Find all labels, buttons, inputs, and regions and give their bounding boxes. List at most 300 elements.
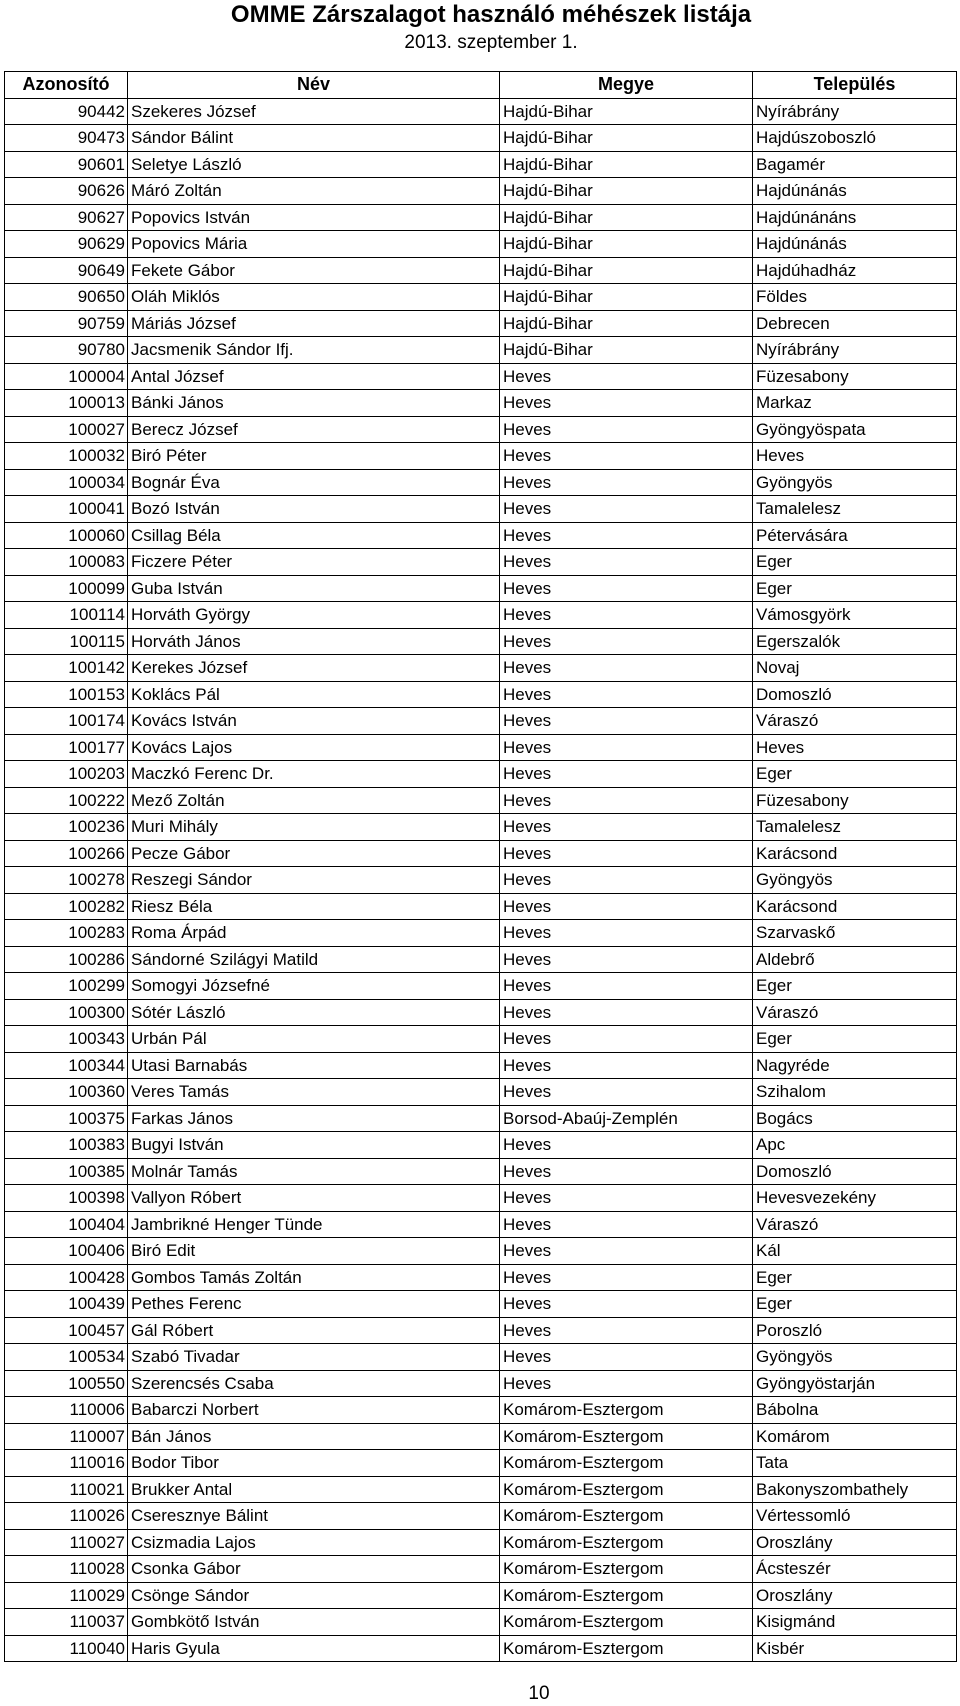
- cell-id: 100041: [5, 496, 128, 523]
- cell-name: Popovics István: [128, 204, 500, 231]
- cell-town: Apc: [753, 1132, 957, 1159]
- table-row: [5, 151, 957, 178]
- cell-id: 100300: [5, 999, 128, 1026]
- cell-town: Poroszló: [753, 1317, 957, 1344]
- cell-town: Tata: [753, 1450, 957, 1477]
- cell-id: 100286: [5, 946, 128, 973]
- cell-county: Heves: [500, 708, 753, 735]
- cell-town: Váraszó: [753, 999, 957, 1026]
- table-row: [5, 1185, 957, 1212]
- cell-county: Heves: [500, 363, 753, 390]
- cell-id: 100344: [5, 1052, 128, 1079]
- cell-town: Egerszalók: [753, 628, 957, 655]
- cell-county: Heves: [500, 628, 753, 655]
- table-row: [5, 1264, 957, 1291]
- cell-town: Hajdúnánás: [753, 231, 957, 258]
- cell-county: Heves: [500, 1079, 753, 1106]
- cell-name: Bán János: [128, 1423, 500, 1450]
- table-row: [5, 575, 957, 602]
- cell-id: 100153: [5, 681, 128, 708]
- page-title: OMME Zárszalagot használó méhészek listája: [230, 1, 752, 28]
- cell-id: 100343: [5, 1026, 128, 1053]
- cell-id: 100406: [5, 1238, 128, 1265]
- cell-id: 100099: [5, 575, 128, 602]
- cell-id: 100083: [5, 549, 128, 576]
- cell-id: 90650: [5, 284, 128, 311]
- cell-name: Biró Edit: [128, 1238, 500, 1265]
- column-header-county: Megye: [500, 72, 753, 99]
- cell-name: Roma Árpád: [128, 920, 500, 947]
- table-row: [5, 231, 957, 258]
- cell-name: Fekete Gábor: [128, 257, 500, 284]
- table-row: [5, 1556, 957, 1583]
- table-row: [5, 204, 957, 231]
- table-row: [5, 1132, 957, 1159]
- cell-name: Reszegi Sándor: [128, 867, 500, 894]
- cell-id: 100203: [5, 761, 128, 788]
- cell-county: Heves: [500, 443, 753, 470]
- page-number: 10: [528, 1683, 550, 1704]
- table-row: [5, 708, 957, 735]
- cell-town: Bagamér: [753, 151, 957, 178]
- cell-name: Popovics Mária: [128, 231, 500, 258]
- table-body: [5, 98, 957, 1662]
- cell-county: Hajdú-Bihar: [500, 337, 753, 364]
- cell-town: Domoszló: [753, 681, 957, 708]
- cell-county: Hajdú-Bihar: [500, 204, 753, 231]
- table-row: [5, 284, 957, 311]
- cell-town: Eger: [753, 1026, 957, 1053]
- cell-id: 110040: [5, 1635, 128, 1662]
- cell-name: Biró Péter: [128, 443, 500, 470]
- cell-id: 100534: [5, 1344, 128, 1371]
- cell-name: Bugyi István: [128, 1132, 500, 1159]
- table-row: [5, 98, 957, 125]
- cell-county: Heves: [500, 1158, 753, 1185]
- table-row: [5, 1609, 957, 1636]
- table-row: [5, 867, 957, 894]
- cell-county: Heves: [500, 920, 753, 947]
- cell-id: 110006: [5, 1397, 128, 1424]
- cell-town: Nyírábrány: [753, 337, 957, 364]
- cell-county: Heves: [500, 1291, 753, 1318]
- cell-county: Hajdú-Bihar: [500, 257, 753, 284]
- cell-county: Hajdú-Bihar: [500, 151, 753, 178]
- cell-county: Hajdú-Bihar: [500, 178, 753, 205]
- cell-id: 100034: [5, 469, 128, 496]
- table-row: [5, 1370, 957, 1397]
- cell-town: Vértessomló: [753, 1503, 957, 1530]
- table-row: [5, 1423, 957, 1450]
- cell-county: Heves: [500, 973, 753, 1000]
- cell-name: Csillag Béla: [128, 522, 500, 549]
- cell-town: Karácsond: [753, 840, 957, 867]
- cell-name: Sótér László: [128, 999, 500, 1026]
- table-row: [5, 973, 957, 1000]
- cell-town: Eger: [753, 973, 957, 1000]
- cell-name: Csonka Gábor: [128, 1556, 500, 1583]
- cell-town: Heves: [753, 734, 957, 761]
- table-row: [5, 840, 957, 867]
- column-header-town: Település: [753, 72, 957, 99]
- cell-town: Eger: [753, 761, 957, 788]
- cell-town: Szihalom: [753, 1079, 957, 1106]
- table-row: [5, 125, 957, 152]
- cell-id: 90442: [5, 98, 128, 125]
- cell-county: Heves: [500, 1317, 753, 1344]
- cell-id: 110021: [5, 1476, 128, 1503]
- cell-name: Jacsmenik Sándor Ifj.: [128, 337, 500, 364]
- cell-town: Pétervására: [753, 522, 957, 549]
- table-row: [5, 310, 957, 337]
- table-row: [5, 814, 957, 841]
- cell-county: Heves: [500, 390, 753, 417]
- cell-town: Ácsteszér: [753, 1556, 957, 1583]
- cell-county: Heves: [500, 1026, 753, 1053]
- column-header-id: Azonosító: [5, 72, 128, 99]
- table-row: [5, 1291, 957, 1318]
- cell-id: 100282: [5, 893, 128, 920]
- table-row: [5, 893, 957, 920]
- cell-id: 100114: [5, 602, 128, 629]
- cell-name: Máriás József: [128, 310, 500, 337]
- cell-county: Heves: [500, 1132, 753, 1159]
- cell-name: Csönge Sándor: [128, 1582, 500, 1609]
- cell-town: Kál: [753, 1238, 957, 1265]
- cell-county: Heves: [500, 734, 753, 761]
- cell-county: Heves: [500, 522, 753, 549]
- table-row: [5, 1635, 957, 1662]
- table-row: [5, 337, 957, 364]
- table-row: [5, 522, 957, 549]
- cell-name: Szerencsés Csaba: [128, 1370, 500, 1397]
- cell-name: Kerekes József: [128, 655, 500, 682]
- cell-town: Komárom: [753, 1423, 957, 1450]
- cell-id: 100360: [5, 1079, 128, 1106]
- cell-id: 100375: [5, 1105, 128, 1132]
- table-row: [5, 1450, 957, 1477]
- cell-id: 100177: [5, 734, 128, 761]
- cell-name: Ficzere Péter: [128, 549, 500, 576]
- table-row: [5, 363, 957, 390]
- table-row: [5, 681, 957, 708]
- cell-name: Riesz Béla: [128, 893, 500, 920]
- cell-name: Molnár Tamás: [128, 1158, 500, 1185]
- cell-county: Heves: [500, 549, 753, 576]
- cell-county: Komárom-Esztergom: [500, 1582, 753, 1609]
- cell-county: Heves: [500, 814, 753, 841]
- cell-name: Máró Zoltán: [128, 178, 500, 205]
- cell-name: Bozó István: [128, 496, 500, 523]
- table-row: [5, 257, 957, 284]
- table-row: [5, 390, 957, 417]
- cell-town: Bogács: [753, 1105, 957, 1132]
- cell-county: Hajdú-Bihar: [500, 310, 753, 337]
- cell-name: Muri Mihály: [128, 814, 500, 841]
- table-row: [5, 1317, 957, 1344]
- cell-town: Földes: [753, 284, 957, 311]
- cell-county: Komárom-Esztergom: [500, 1503, 753, 1530]
- cell-id: 100278: [5, 867, 128, 894]
- cell-town: Füzesabony: [753, 787, 957, 814]
- cell-id: 90627: [5, 204, 128, 231]
- cell-id: 100439: [5, 1291, 128, 1318]
- cell-county: Heves: [500, 893, 753, 920]
- table-row: [5, 1105, 957, 1132]
- table-row: [5, 416, 957, 443]
- cell-id: 110027: [5, 1529, 128, 1556]
- table-row: [5, 1026, 957, 1053]
- cell-id: 100299: [5, 973, 128, 1000]
- cell-town: Hajdúhadház: [753, 257, 957, 284]
- cell-county: Heves: [500, 655, 753, 682]
- cell-county: Heves: [500, 681, 753, 708]
- cell-county: Komárom-Esztergom: [500, 1423, 753, 1450]
- cell-name: Vallyon Róbert: [128, 1185, 500, 1212]
- cell-town: Domoszló: [753, 1158, 957, 1185]
- cell-town: Gyöngyöstarján: [753, 1370, 957, 1397]
- table-row: [5, 1079, 957, 1106]
- cell-id: 100174: [5, 708, 128, 735]
- cell-name: Urbán Pál: [128, 1026, 500, 1053]
- cell-county: Heves: [500, 761, 753, 788]
- cell-town: Tamalelesz: [753, 814, 957, 841]
- cell-name: Szabó Tivadar: [128, 1344, 500, 1371]
- table-row: [5, 787, 957, 814]
- cell-id: 90759: [5, 310, 128, 337]
- cell-town: Váraszó: [753, 1211, 957, 1238]
- cell-town: Eger: [753, 1291, 957, 1318]
- cell-county: Komárom-Esztergom: [500, 1609, 753, 1636]
- cell-id: 100236: [5, 814, 128, 841]
- cell-name: Veres Tamás: [128, 1079, 500, 1106]
- table-row: [5, 734, 957, 761]
- cell-county: Komárom-Esztergom: [500, 1556, 753, 1583]
- cell-name: Farkas János: [128, 1105, 500, 1132]
- cell-name: Pecze Gábor: [128, 840, 500, 867]
- cell-town: Heves: [753, 443, 957, 470]
- table-row: [5, 1503, 957, 1530]
- cell-county: Heves: [500, 1264, 753, 1291]
- cell-county: Heves: [500, 1052, 753, 1079]
- cell-town: Hevesvezekény: [753, 1185, 957, 1212]
- cell-county: Komárom-Esztergom: [500, 1476, 753, 1503]
- cell-name: Csizmadia Lajos: [128, 1529, 500, 1556]
- cell-name: Szekeres József: [128, 98, 500, 125]
- cell-town: Novaj: [753, 655, 957, 682]
- cell-county: Borsod-Abaúj-Zemplén: [500, 1105, 753, 1132]
- cell-name: Gál Róbert: [128, 1317, 500, 1344]
- table-row: [5, 1397, 957, 1424]
- cell-id: 100013: [5, 390, 128, 417]
- cell-name: Bognár Éva: [128, 469, 500, 496]
- cell-county: Heves: [500, 787, 753, 814]
- cell-county: Heves: [500, 946, 753, 973]
- column-header-name: Név: [128, 72, 500, 99]
- cell-town: Eger: [753, 1264, 957, 1291]
- cell-name: Somogyi Józsefné: [128, 973, 500, 1000]
- cell-town: Karácsond: [753, 893, 957, 920]
- table-row: [5, 761, 957, 788]
- cell-county: Heves: [500, 840, 753, 867]
- cell-county: Heves: [500, 1238, 753, 1265]
- cell-town: Vámosgyörk: [753, 602, 957, 629]
- cell-town: Kisbér: [753, 1635, 957, 1662]
- cell-town: Hajdúnánáns: [753, 204, 957, 231]
- cell-town: Gyöngyös: [753, 1344, 957, 1371]
- cell-town: Eger: [753, 549, 957, 576]
- cell-id: 100060: [5, 522, 128, 549]
- beekeeper-table: [4, 71, 957, 1662]
- cell-id: 90601: [5, 151, 128, 178]
- cell-id: 100266: [5, 840, 128, 867]
- cell-county: Heves: [500, 1370, 753, 1397]
- cell-county: Heves: [500, 1211, 753, 1238]
- table-row: [5, 469, 957, 496]
- cell-town: Váraszó: [753, 708, 957, 735]
- cell-name: Brukker Antal: [128, 1476, 500, 1503]
- cell-town: Tamalelesz: [753, 496, 957, 523]
- cell-name: Sándor Bálint: [128, 125, 500, 152]
- cell-town: Bakonyszombathely: [753, 1476, 957, 1503]
- table-row: [5, 655, 957, 682]
- cell-county: Heves: [500, 1185, 753, 1212]
- cell-town: Markaz: [753, 390, 957, 417]
- cell-county: Heves: [500, 469, 753, 496]
- cell-name: Guba István: [128, 575, 500, 602]
- cell-town: Szarvaskő: [753, 920, 957, 947]
- cell-id: 110029: [5, 1582, 128, 1609]
- table-row: [5, 920, 957, 947]
- cell-name: Cseresznye Bálint: [128, 1503, 500, 1530]
- cell-id: 100398: [5, 1185, 128, 1212]
- cell-id: 100004: [5, 363, 128, 390]
- table-row: [5, 602, 957, 629]
- cell-town: Aldebrő: [753, 946, 957, 973]
- cell-county: Heves: [500, 867, 753, 894]
- table-row: [5, 999, 957, 1026]
- cell-county: Hajdú-Bihar: [500, 284, 753, 311]
- cell-id: 100115: [5, 628, 128, 655]
- cell-county: Hajdú-Bihar: [500, 231, 753, 258]
- cell-name: Gombos Tamás Zoltán: [128, 1264, 500, 1291]
- cell-county: Hajdú-Bihar: [500, 98, 753, 125]
- cell-name: Bánki János: [128, 390, 500, 417]
- cell-county: Hajdú-Bihar: [500, 125, 753, 152]
- cell-name: Kovács István: [128, 708, 500, 735]
- cell-id: 100550: [5, 1370, 128, 1397]
- cell-id: 90780: [5, 337, 128, 364]
- cell-county: Komárom-Esztergom: [500, 1450, 753, 1477]
- cell-town: Eger: [753, 575, 957, 602]
- cell-id: 110037: [5, 1609, 128, 1636]
- cell-id: 100428: [5, 1264, 128, 1291]
- table-row: [5, 549, 957, 576]
- cell-name: Maczkó Ferenc Dr.: [128, 761, 500, 788]
- cell-town: Gyöngyös: [753, 469, 957, 496]
- cell-name: Utasi Barnabás: [128, 1052, 500, 1079]
- cell-id: 100283: [5, 920, 128, 947]
- cell-id: 90473: [5, 125, 128, 152]
- table-row: [5, 1582, 957, 1609]
- cell-id: 90626: [5, 178, 128, 205]
- cell-town: Hajdúnánás: [753, 178, 957, 205]
- table-row: [5, 443, 957, 470]
- cell-name: Berecz József: [128, 416, 500, 443]
- cell-name: Jambrikné Henger Tünde: [128, 1211, 500, 1238]
- page-date: 2013. szeptember 1.: [404, 32, 578, 53]
- table-row: [5, 1344, 957, 1371]
- cell-id: 100027: [5, 416, 128, 443]
- cell-town: Gyöngyöspata: [753, 416, 957, 443]
- table-row: [5, 1211, 957, 1238]
- table-row: [5, 178, 957, 205]
- cell-county: Heves: [500, 496, 753, 523]
- cell-name: Sándorné Szilágyi Matild: [128, 946, 500, 973]
- cell-name: Haris Gyula: [128, 1635, 500, 1662]
- cell-id: 110016: [5, 1450, 128, 1477]
- table-row: [5, 1052, 957, 1079]
- cell-county: Komárom-Esztergom: [500, 1635, 753, 1662]
- table-row: [5, 496, 957, 523]
- cell-id: 110007: [5, 1423, 128, 1450]
- cell-town: Gyöngyös: [753, 867, 957, 894]
- table-row: [5, 946, 957, 973]
- cell-name: Horváth György: [128, 602, 500, 629]
- cell-town: Nagyréde: [753, 1052, 957, 1079]
- table-row: [5, 1158, 957, 1185]
- cell-county: Heves: [500, 999, 753, 1026]
- cell-town: Kisigmánd: [753, 1609, 957, 1636]
- cell-id: 100222: [5, 787, 128, 814]
- table-row: [5, 1529, 957, 1556]
- cell-name: Oláh Miklós: [128, 284, 500, 311]
- table-row: [5, 628, 957, 655]
- cell-name: Kovács Lajos: [128, 734, 500, 761]
- cell-county: Komárom-Esztergom: [500, 1397, 753, 1424]
- cell-id: 90629: [5, 231, 128, 258]
- cell-name: Babarczi Norbert: [128, 1397, 500, 1424]
- cell-county: Heves: [500, 1344, 753, 1371]
- cell-name: Bodor Tibor: [128, 1450, 500, 1477]
- cell-id: 90649: [5, 257, 128, 284]
- cell-id: 100404: [5, 1211, 128, 1238]
- cell-county: Heves: [500, 416, 753, 443]
- table-header-row: [5, 72, 957, 99]
- table-row: [5, 1476, 957, 1503]
- cell-id: 100032: [5, 443, 128, 470]
- cell-town: Hajdúszoboszló: [753, 125, 957, 152]
- table-row: [5, 1238, 957, 1265]
- cell-id: 110026: [5, 1503, 128, 1530]
- cell-town: Oroszlány: [753, 1529, 957, 1556]
- cell-county: Heves: [500, 575, 753, 602]
- cell-county: Komárom-Esztergom: [500, 1529, 753, 1556]
- cell-town: Füzesabony: [753, 363, 957, 390]
- cell-name: Seletye László: [128, 151, 500, 178]
- cell-id: 100383: [5, 1132, 128, 1159]
- cell-town: Bábolna: [753, 1397, 957, 1424]
- cell-id: 100457: [5, 1317, 128, 1344]
- cell-name: Pethes Ferenc: [128, 1291, 500, 1318]
- cell-name: Horváth János: [128, 628, 500, 655]
- cell-id: 100385: [5, 1158, 128, 1185]
- cell-town: Nyírábrány: [753, 98, 957, 125]
- cell-name: Mező Zoltán: [128, 787, 500, 814]
- cell-id: 110028: [5, 1556, 128, 1583]
- cell-county: Heves: [500, 602, 753, 629]
- cell-id: 100142: [5, 655, 128, 682]
